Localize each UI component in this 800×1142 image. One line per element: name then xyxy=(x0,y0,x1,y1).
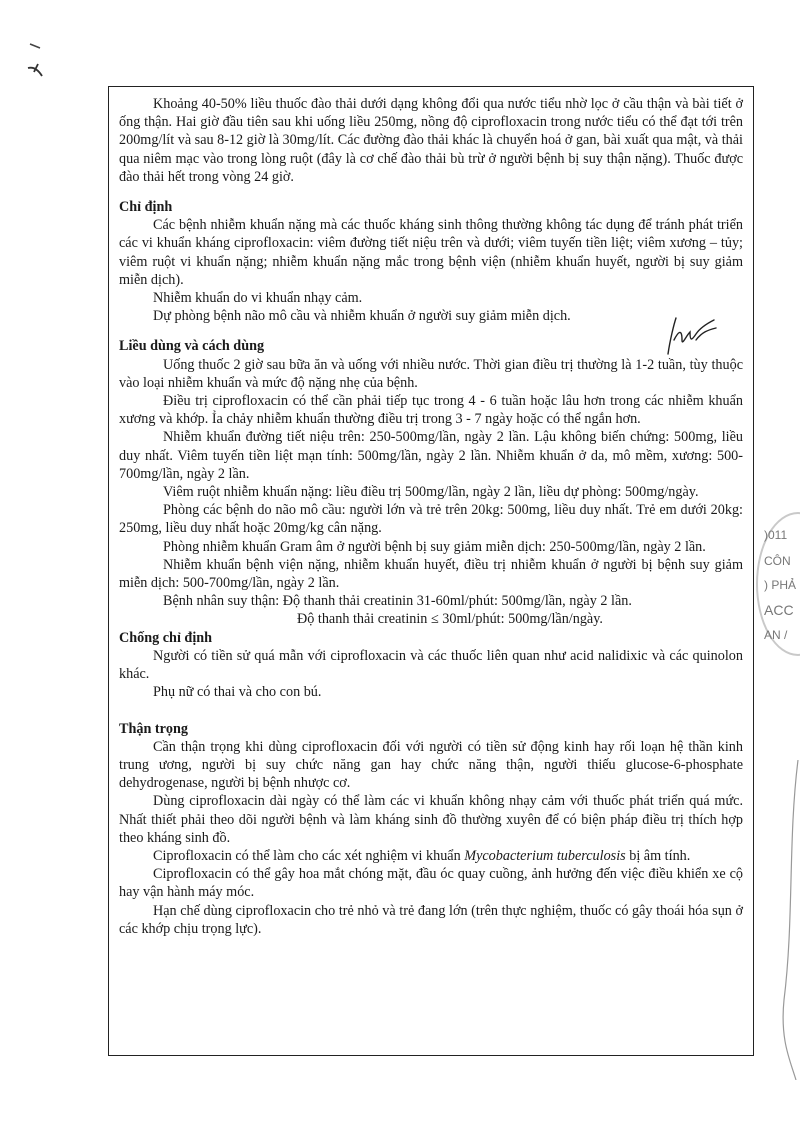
stamp-fragment: AN / xyxy=(764,628,788,642)
intro-paragraph: Khoảng 40-50% liều thuốc đào thải dưới dạng không đổi qua nước tiểu nhờ lọc ở cầu thận và bài tiết ở ống thận. Hai giờ đầu tiên sau khi uống liều 250mg, nồng độ ciprofloxacin trong nước tiểu có thể đạt tới trên 200mg/lít và sau 8-12 giờ là 30mg/lít. Các đường đào thải khác là chuyển hoá ở gan, bài xuất qua mật, và thải qua niêm mạc vào trong lòng ruột (đây là cơ chế đào thải bù trừ ở người bệnh bị suy thận nặng). Thuốc được đào thải hết trong vòng 24 giờ. xyxy=(119,96,743,185)
scan-edge-shadow xyxy=(770,760,800,1080)
indications-paragraph: Dự phòng bệnh não mô cầu và nhiễm khuẩn ở người suy giảm miễn dịch. xyxy=(153,308,571,325)
dosage-paragraph: Nhiễm khuẩn bệnh viện nặng, nhiễm khuẩn huyết, điều trị nhiễm khuẩn ở người bị bệnh suy giảm miễn dịch: 500-700mg/lần, ngày 2 lần. xyxy=(119,556,743,592)
precautions-mycobacterium-paragraph xyxy=(119,847,743,865)
mycobacterium-text-before: Ciprofloxacin có thể làm cho các xét nghiệm vi khuẩn xyxy=(153,847,465,864)
dosage-paragraph: Phòng các bệnh do não mô cầu: người lớn và trẻ trên 20kg: 500mg, liều duy nhất. Trẻ em dưới 20kg: 250mg, liều duy nhất hoặc 20mg/kg cân nặng. xyxy=(119,502,743,537)
stamp-fragment: ) PHẢ xyxy=(764,578,797,592)
indications-paragraph: Nhiễm khuẩn do vi khuẩn nhạy cảm. xyxy=(153,290,363,307)
contraindications-heading: Chống chỉ định xyxy=(119,629,213,646)
dosage-heading: Liều dùng và cách dùng xyxy=(119,338,265,355)
dosage-paragraph: Phòng nhiễm khuẩn Gram âm ở người bệnh bị suy giảm miễn dịch: 250-500mg/lần, ngày 2 lần. xyxy=(163,538,706,555)
document-frame xyxy=(108,86,754,1056)
precautions-paragraph: Dùng ciprofloxacin dài ngày có thể làm các vi khuẩn không nhạy cảm với thuốc phát triển quá mức. Nhất thiết phải theo dõi người bệnh và làm kháng sinh đồ thường xuyên để có biện pháp điều trị thích hợp theo kháng sinh đồ. xyxy=(119,793,743,846)
precautions-paragraph: Hạn chế dùng ciprofloxacin cho trẻ nhỏ và trẻ đang lớn (trên thực nghiệm, thuốc có gây thoái hóa sụn ở các khớp chịu trọng lực). xyxy=(119,902,743,937)
handwritten-signature xyxy=(660,310,720,360)
dosage-paragraph: Độ thanh thải creatinin ≤ 30ml/phút: 500mg/lần/ngày. xyxy=(297,611,603,628)
precautions-heading: Thận trọng xyxy=(119,720,188,737)
dosage-paragraph: Uống thuốc 2 giờ sau bữa ăn và uống với nhiều nước. Thời gian điều trị thường là 1-2 tuần, tùy thuộc vào loại nhiễm khuẩn và mức độ nặng nhẹ của bệnh. xyxy=(119,356,743,391)
stamp-fragment: CÔN xyxy=(764,554,791,568)
dosage-paragraph: Nhiễm khuẩn đường tiết niệu trên: 250-500mg/lần, ngày 2 lần. Lậu không biến chứng: 500mg, liều duy nhất. Viêm tuyến tiền liệt mạn tính: 500mg/lần, ngày 2 lần. Nhiễm khuẩn ở da, mô mềm, xương: 500-700mg/lần, ngày 2 lần. xyxy=(119,429,743,482)
mycobacterium-italic-term: Mycobacterium tuberculosis xyxy=(464,847,626,864)
stamp-fragment: ACC xyxy=(764,602,794,618)
official-stamp xyxy=(756,512,800,656)
indications-paragraph: Các bệnh nhiễm khuẩn nặng mà các thuốc kháng sinh thông thường không tác dụng để tránh phát triển các vi khuẩn kháng ciprofloxacin: viêm đường tiết niệu trên và dưới; viêm tuyến tiền liệt; viêm xương – tủy; viêm ruột vi khuẩn nặng; nhiễm khuẩn nặng mắc trong bệnh viện (nhiễm khuẩn huyết, người bị suy giảm miễn dịch). xyxy=(119,217,743,288)
dosage-paragraph: Viêm ruột nhiễm khuẩn nặng: liều điều trị 500mg/lần, ngày 2 lần, liều dự phòng: 500mg/ngày. xyxy=(163,484,699,501)
precautions-paragraph: Cần thận trọng khi dùng ciprofloxacin đối với người có tiền sử động kinh hay rối loạn hệ thần kinh trung ương, người bị suy chức năng gan hay chức năng thận, người thiếu glucose-6-phosphate dehydrogenase, người bị bệnh nhược cơ. xyxy=(119,738,743,792)
dosage-paragraph: Điều trị ciprofloxacin có thể cần phải tiếp tục trong 4 - 6 tuần hoặc lâu hơn trong các nhiễm khuẩn xương và khớp. Ỉa chảy nhiễm khuẩn thường điều trị trong 3 - 7 ngày hoặc có thể ngắn hơn. xyxy=(119,393,743,428)
scan-edge-mark xyxy=(0,36,50,86)
dosage-paragraph: Bệnh nhân suy thận: Độ thanh thải creatinin 31-60ml/phút: 500mg/lần, ngày 2 lần. xyxy=(163,593,632,610)
indications-heading: Chỉ định xyxy=(119,199,173,216)
mycobacterium-text-after: bị âm tính. xyxy=(625,847,691,864)
precautions-paragraph: Ciprofloxacin có thể gây hoa mắt chóng mặt, đầu óc quay cuồng, ảnh hưởng đến việc điều khiển xe cộ hay vận hành máy móc. xyxy=(119,866,743,901)
contraindications-paragraph: Phụ nữ có thai và cho con bú. xyxy=(153,684,322,701)
contraindications-paragraph: Người có tiền sử quá mẫn với ciprofloxacin và các thuốc liên quan như acid nalidixic và các quinolon khác. xyxy=(119,647,743,683)
stamp-fragment: )011 xyxy=(764,528,788,542)
